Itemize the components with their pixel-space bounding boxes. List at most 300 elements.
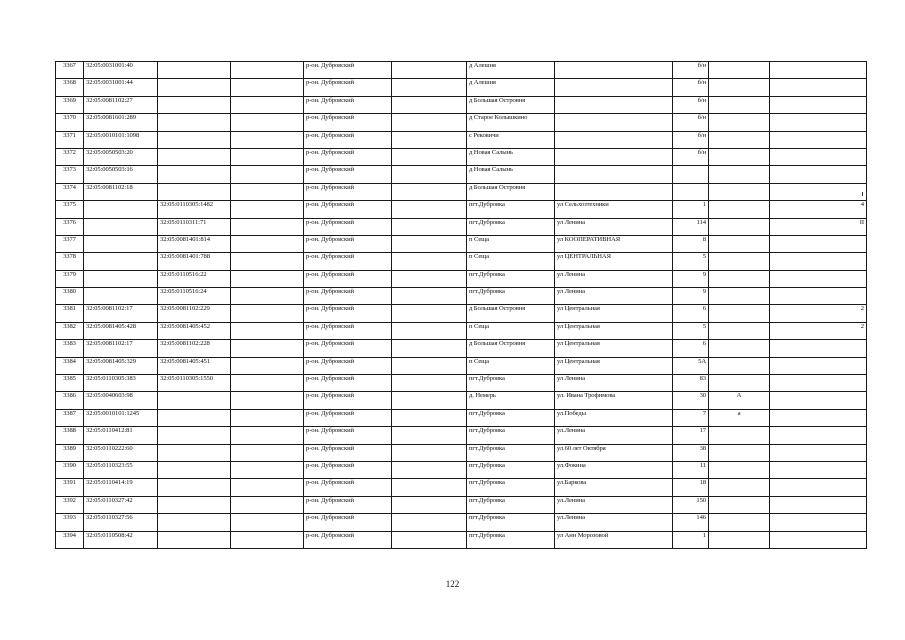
row-number-cell: 3371 xyxy=(56,131,84,148)
cadastral-number-2-cell xyxy=(158,96,231,113)
house-number-cell: 5 xyxy=(673,253,709,270)
flat-cell xyxy=(770,253,867,270)
flat-cell xyxy=(770,409,867,426)
street-cell: ул.Победы xyxy=(555,409,673,426)
registry-rows xyxy=(56,62,867,549)
district-cell: р-он. Дубровский xyxy=(304,514,392,531)
building-cell xyxy=(709,514,770,531)
building-cell xyxy=(709,79,770,96)
empty-cell xyxy=(392,218,467,235)
empty-cell xyxy=(392,444,467,461)
building-cell xyxy=(709,96,770,113)
building-cell xyxy=(709,461,770,478)
table-row xyxy=(56,166,867,183)
settlement-cell: п Сеща xyxy=(467,253,555,270)
cadastral-number-2-cell: 32:05:0081102:229 xyxy=(158,305,231,322)
empty-cell xyxy=(392,514,467,531)
row-number-cell: 3387 xyxy=(56,409,84,426)
flat-cell xyxy=(770,444,867,461)
row-number-cell: 3373 xyxy=(56,166,84,183)
empty-cell xyxy=(231,114,304,131)
empty-cell xyxy=(392,461,467,478)
district-cell: р-он. Дубровский xyxy=(304,253,392,270)
house-number-cell: 1 xyxy=(673,201,709,218)
empty-cell xyxy=(392,305,467,322)
table-row xyxy=(56,79,867,96)
empty-cell xyxy=(392,531,467,548)
empty-cell xyxy=(231,479,304,496)
flat-cell xyxy=(770,62,867,79)
table-row xyxy=(56,479,867,496)
table-row xyxy=(56,461,867,478)
settlement-cell: пгт.Дубровка xyxy=(467,461,555,478)
street-cell: ул Центральная xyxy=(555,305,673,322)
district-cell: р-он. Дубровский xyxy=(304,444,392,461)
settlement-cell: пгт.Дубровка xyxy=(467,531,555,548)
empty-cell xyxy=(231,131,304,148)
row-number-cell: 3388 xyxy=(56,427,84,444)
empty-cell xyxy=(392,253,467,270)
settlement-cell: д Алешня xyxy=(467,62,555,79)
flat-cell xyxy=(770,288,867,305)
street-cell xyxy=(555,79,673,96)
house-number-cell: б/н xyxy=(673,131,709,148)
flat-cell: 2 xyxy=(770,305,867,322)
settlement-cell: д Новая Салынь xyxy=(467,148,555,165)
district-cell: р-он. Дубровский xyxy=(304,479,392,496)
cadastral-number-cell: 32:05:0110508:42 xyxy=(84,531,158,548)
scan-mark xyxy=(862,192,867,196)
cadastral-number-2-cell xyxy=(158,131,231,148)
building-cell xyxy=(709,148,770,165)
street-cell: ул.Ленина xyxy=(555,496,673,513)
settlement-cell: п Сеща xyxy=(467,322,555,339)
cadastral-number-cell: 32:05:0110222:60 xyxy=(84,444,158,461)
house-number-cell: 17 xyxy=(673,427,709,444)
table-row xyxy=(56,375,867,392)
street-cell: ул.Фокина xyxy=(555,461,673,478)
street-cell xyxy=(555,183,673,200)
table-row xyxy=(56,392,867,409)
empty-cell xyxy=(392,322,467,339)
table-row xyxy=(56,357,867,374)
district-cell: р-он. Дубровский xyxy=(304,79,392,96)
settlement-cell: пгт.Дубровка xyxy=(467,288,555,305)
building-cell xyxy=(709,444,770,461)
table-row xyxy=(56,62,867,79)
settlement-cell: д Алешня xyxy=(467,79,555,96)
cadastral-number-cell: 32:05:0081601:289 xyxy=(84,114,158,131)
building-cell: а xyxy=(709,409,770,426)
cadastral-number-2-cell: 32:05:0081102:228 xyxy=(158,340,231,357)
building-cell xyxy=(709,427,770,444)
empty-cell xyxy=(231,375,304,392)
cadastral-number-cell: 32:05:0110327:42 xyxy=(84,496,158,513)
flat-cell xyxy=(770,183,867,200)
table-row xyxy=(56,183,867,200)
cadastral-number-2-cell xyxy=(158,392,231,409)
empty-cell xyxy=(231,444,304,461)
district-cell: р-он. Дубровский xyxy=(304,96,392,113)
cadastral-number-cell: 32:05:0081102:17 xyxy=(84,340,158,357)
empty-cell xyxy=(231,409,304,426)
building-cell xyxy=(709,131,770,148)
settlement-cell: п Сеща xyxy=(467,357,555,374)
empty-cell xyxy=(392,409,467,426)
row-number-cell: 3379 xyxy=(56,270,84,287)
house-number-cell: 1 xyxy=(673,531,709,548)
page-number: 122 xyxy=(445,579,460,589)
house-number-cell: 146 xyxy=(673,514,709,531)
row-number-cell: 3393 xyxy=(56,514,84,531)
empty-cell xyxy=(231,514,304,531)
street-cell: ул.Ленина xyxy=(555,427,673,444)
street-cell: ул. Ивана Трофимова xyxy=(555,392,673,409)
cadastral-number-cell xyxy=(84,235,158,252)
district-cell: р-он. Дубровский xyxy=(304,288,392,305)
settlement-cell: д Новая Салынь xyxy=(467,166,555,183)
empty-cell xyxy=(392,375,467,392)
district-cell: р-он. Дубровский xyxy=(304,201,392,218)
empty-cell xyxy=(231,357,304,374)
empty-cell xyxy=(231,496,304,513)
flat-cell xyxy=(770,340,867,357)
building-cell: А xyxy=(709,392,770,409)
table-row xyxy=(56,201,867,218)
row-number-cell: 3386 xyxy=(56,392,84,409)
cadastral-number-cell: 32:05:0081405:428 xyxy=(84,322,158,339)
cadastral-number-2-cell xyxy=(158,114,231,131)
district-cell: р-он. Дубровский xyxy=(304,461,392,478)
settlement-cell: пгт.Дубровка xyxy=(467,409,555,426)
empty-cell xyxy=(231,305,304,322)
row-number-cell: 3383 xyxy=(56,340,84,357)
table-row xyxy=(56,235,867,252)
house-number-cell: 6 xyxy=(673,340,709,357)
registry-table-container xyxy=(55,61,866,549)
building-cell xyxy=(709,305,770,322)
cadastral-number-cell: 32:05:0050503:16 xyxy=(84,166,158,183)
flat-cell xyxy=(770,270,867,287)
table-row xyxy=(56,114,867,131)
building-cell xyxy=(709,218,770,235)
table-row xyxy=(56,305,867,322)
district-cell: р-он. Дубровский xyxy=(304,496,392,513)
building-cell xyxy=(709,340,770,357)
cadastral-number-cell xyxy=(84,218,158,235)
cadastral-number-2-cell: 32:05:0110305:1482 xyxy=(158,201,231,218)
street-cell xyxy=(555,62,673,79)
district-cell: р-он. Дубровский xyxy=(304,322,392,339)
row-number-cell: 3385 xyxy=(56,375,84,392)
street-cell: ул.Баркова xyxy=(555,479,673,496)
street-cell: ул Центральная xyxy=(555,357,673,374)
empty-cell xyxy=(392,496,467,513)
district-cell: р-он. Дубровский xyxy=(304,114,392,131)
cadastral-number-2-cell xyxy=(158,409,231,426)
building-cell xyxy=(709,357,770,374)
empty-cell xyxy=(392,166,467,183)
district-cell: р-он. Дубровский xyxy=(304,427,392,444)
street-cell: ул Ленина xyxy=(555,218,673,235)
table-row xyxy=(56,444,867,461)
house-number-cell: 9 xyxy=(673,270,709,287)
settlement-cell: пгт.Дубровка xyxy=(467,444,555,461)
empty-cell xyxy=(231,235,304,252)
cadastral-number-2-cell: 32:05:0081401:788 xyxy=(158,253,231,270)
district-cell: р-он. Дубровский xyxy=(304,340,392,357)
street-cell: ул Ленина xyxy=(555,270,673,287)
table-row xyxy=(56,496,867,513)
house-number-cell: б/н xyxy=(673,96,709,113)
flat-cell xyxy=(770,148,867,165)
house-number-cell: б/н xyxy=(673,79,709,96)
cadastral-number-cell: 32:05:0110414:19 xyxy=(84,479,158,496)
row-number-cell: 3369 xyxy=(56,96,84,113)
row-number-cell: 3380 xyxy=(56,288,84,305)
empty-cell xyxy=(392,288,467,305)
cadastral-number-2-cell xyxy=(158,166,231,183)
house-number-cell xyxy=(673,166,709,183)
empty-cell xyxy=(392,148,467,165)
empty-cell xyxy=(392,79,467,96)
empty-cell xyxy=(231,427,304,444)
empty-cell xyxy=(231,96,304,113)
cadastral-number-2-cell xyxy=(158,479,231,496)
street-cell: ул ЦЕНТРАЛЬНАЯ xyxy=(555,253,673,270)
cadastral-number-cell: 32:05:0081102:27 xyxy=(84,96,158,113)
settlement-cell: п Сеща xyxy=(467,235,555,252)
row-number-cell: 3368 xyxy=(56,79,84,96)
empty-cell xyxy=(231,288,304,305)
row-number-cell: 3376 xyxy=(56,218,84,235)
building-cell xyxy=(709,253,770,270)
empty-cell xyxy=(392,235,467,252)
house-number-cell: 6 xyxy=(673,305,709,322)
table-row xyxy=(56,531,867,548)
table-row xyxy=(56,409,867,426)
house-number-cell: 8 xyxy=(673,235,709,252)
empty-cell xyxy=(231,183,304,200)
building-cell xyxy=(709,288,770,305)
flat-cell xyxy=(770,96,867,113)
table-row xyxy=(56,253,867,270)
district-cell: р-он. Дубровский xyxy=(304,531,392,548)
flat-cell xyxy=(770,461,867,478)
building-cell xyxy=(709,201,770,218)
settlement-cell: пгт.Дубровка xyxy=(467,514,555,531)
building-cell xyxy=(709,270,770,287)
cadastral-number-cell: 32:05:0110323:55 xyxy=(84,461,158,478)
building-cell xyxy=(709,183,770,200)
building-cell xyxy=(709,166,770,183)
house-number-cell: 150 xyxy=(673,496,709,513)
row-number-cell: 3389 xyxy=(56,444,84,461)
street-cell xyxy=(555,148,673,165)
cadastral-number-2-cell xyxy=(158,427,231,444)
table-row xyxy=(56,270,867,287)
cadastral-number-2-cell: 32:05:0081401:814 xyxy=(158,235,231,252)
flat-cell xyxy=(770,427,867,444)
empty-cell xyxy=(392,357,467,374)
building-cell xyxy=(709,531,770,548)
registry-table xyxy=(55,61,867,549)
building-cell xyxy=(709,375,770,392)
cadastral-number-cell: 32:05:0040603:98 xyxy=(84,392,158,409)
building-cell xyxy=(709,235,770,252)
empty-cell xyxy=(392,427,467,444)
row-number-cell: 3390 xyxy=(56,461,84,478)
house-number-cell: 83 xyxy=(673,375,709,392)
settlement-cell: д Большая Островня xyxy=(467,305,555,322)
flat-cell: 2 xyxy=(770,322,867,339)
table-row xyxy=(56,96,867,113)
building-cell xyxy=(709,114,770,131)
street-cell: ул Центральная xyxy=(555,340,673,357)
cadastral-number-cell: 32:05:0010101:1245 xyxy=(84,409,158,426)
flat-cell xyxy=(770,114,867,131)
table-row xyxy=(56,427,867,444)
building-cell xyxy=(709,479,770,496)
empty-cell xyxy=(231,218,304,235)
settlement-cell: д Большая Островня xyxy=(467,340,555,357)
house-number-cell: 18 xyxy=(673,479,709,496)
cadastral-number-cell xyxy=(84,270,158,287)
empty-cell xyxy=(231,201,304,218)
cadastral-number-2-cell xyxy=(158,514,231,531)
settlement-cell: пгт.Дубровка xyxy=(467,479,555,496)
empty-cell xyxy=(231,62,304,79)
empty-cell xyxy=(231,270,304,287)
district-cell: р-он. Дубровский xyxy=(304,305,392,322)
flat-cell xyxy=(770,514,867,531)
row-number-cell: 3381 xyxy=(56,305,84,322)
table-row xyxy=(56,340,867,357)
cadastral-number-cell: 32:05:0110412:81 xyxy=(84,427,158,444)
row-number-cell: 3391 xyxy=(56,479,84,496)
empty-cell xyxy=(392,114,467,131)
flat-cell: 4 xyxy=(770,201,867,218)
empty-cell xyxy=(231,79,304,96)
house-number-cell xyxy=(673,183,709,200)
settlement-cell: д. Немерь xyxy=(467,392,555,409)
empty-cell xyxy=(392,201,467,218)
house-number-cell: 5 xyxy=(673,322,709,339)
empty-cell xyxy=(231,322,304,339)
house-number-cell: б/н xyxy=(673,114,709,131)
empty-cell xyxy=(231,148,304,165)
empty-cell xyxy=(392,479,467,496)
empty-cell xyxy=(392,392,467,409)
row-number-cell: 3372 xyxy=(56,148,84,165)
table-row xyxy=(56,218,867,235)
cadastral-number-cell xyxy=(84,288,158,305)
settlement-cell: пгт.Дубровка xyxy=(467,270,555,287)
empty-cell xyxy=(231,461,304,478)
district-cell: р-он. Дубровский xyxy=(304,392,392,409)
cadastral-number-cell: 32:05:0081405:329 xyxy=(84,357,158,374)
street-cell xyxy=(555,166,673,183)
cadastral-number-cell: 32:05:0110305:383 xyxy=(84,375,158,392)
flat-cell xyxy=(770,357,867,374)
cadastral-number-cell: 32:05:0110327:56 xyxy=(84,514,158,531)
settlement-cell: пгт.Дубровка xyxy=(467,496,555,513)
house-number-cell: 30 xyxy=(673,392,709,409)
row-number-cell: 3392 xyxy=(56,496,84,513)
flat-cell: II xyxy=(770,218,867,235)
settlement-cell: с Рековичи xyxy=(467,131,555,148)
empty-cell xyxy=(392,270,467,287)
settlement-cell: д Старое Колышкино xyxy=(467,114,555,131)
empty-cell xyxy=(392,131,467,148)
table-row xyxy=(56,322,867,339)
cadastral-number-2-cell: 32:05:0110305:1550 xyxy=(158,375,231,392)
house-number-cell: б/н xyxy=(673,62,709,79)
street-cell xyxy=(555,96,673,113)
cadastral-number-2-cell: 32:05:0110516:22 xyxy=(158,270,231,287)
row-number-cell: 3394 xyxy=(56,531,84,548)
row-number-cell: 3382 xyxy=(56,322,84,339)
settlement-cell: пгт.Дубровка xyxy=(467,375,555,392)
cadastral-number-2-cell: 32:05:0081405:451 xyxy=(158,357,231,374)
flat-cell xyxy=(770,166,867,183)
empty-cell xyxy=(392,340,467,357)
street-cell: ул Ленина xyxy=(555,288,673,305)
district-cell: р-он. Дубровский xyxy=(304,357,392,374)
cadastral-number-cell: 32:05:0031001:44 xyxy=(84,79,158,96)
cadastral-number-2-cell xyxy=(158,183,231,200)
row-number-cell: 3384 xyxy=(56,357,84,374)
district-cell: р-он. Дубровский xyxy=(304,409,392,426)
street-cell: ул КООПЕРАТИВНАЯ xyxy=(555,235,673,252)
empty-cell xyxy=(231,531,304,548)
cadastral-number-cell: 32:05:0010101:1098 xyxy=(84,131,158,148)
empty-cell xyxy=(231,166,304,183)
row-number-cell: 3377 xyxy=(56,235,84,252)
street-cell: ул.Ленина xyxy=(555,514,673,531)
house-number-cell: 5А xyxy=(673,357,709,374)
house-number-cell: 114 xyxy=(673,218,709,235)
flat-cell xyxy=(770,79,867,96)
cadastral-number-2-cell: 32:05:0081405:452 xyxy=(158,322,231,339)
building-cell xyxy=(709,322,770,339)
district-cell: р-он. Дубровский xyxy=(304,270,392,287)
table-row xyxy=(56,514,867,531)
empty-cell xyxy=(231,253,304,270)
settlement-cell: пгт.Дубровка xyxy=(467,427,555,444)
cadastral-number-2-cell xyxy=(158,79,231,96)
settlement-cell: д Большая Островня xyxy=(467,96,555,113)
cadastral-number-cell: 32:05:0081102:18 xyxy=(84,183,158,200)
table-row xyxy=(56,148,867,165)
district-cell: р-он. Дубровский xyxy=(304,166,392,183)
empty-cell xyxy=(231,392,304,409)
flat-cell xyxy=(770,131,867,148)
cadastral-number-2-cell: 32:05:0110516:24 xyxy=(158,288,231,305)
flat-cell xyxy=(770,375,867,392)
cadastral-number-cell xyxy=(84,201,158,218)
cadastral-number-2-cell xyxy=(158,62,231,79)
empty-cell xyxy=(392,62,467,79)
district-cell: р-он. Дубровский xyxy=(304,131,392,148)
house-number-cell: 38 xyxy=(673,444,709,461)
district-cell: р-он. Дубровский xyxy=(304,235,392,252)
empty-cell xyxy=(392,96,467,113)
house-number-cell: 9 xyxy=(673,288,709,305)
street-cell: ул Центральная xyxy=(555,322,673,339)
street-cell xyxy=(555,131,673,148)
flat-cell xyxy=(770,392,867,409)
